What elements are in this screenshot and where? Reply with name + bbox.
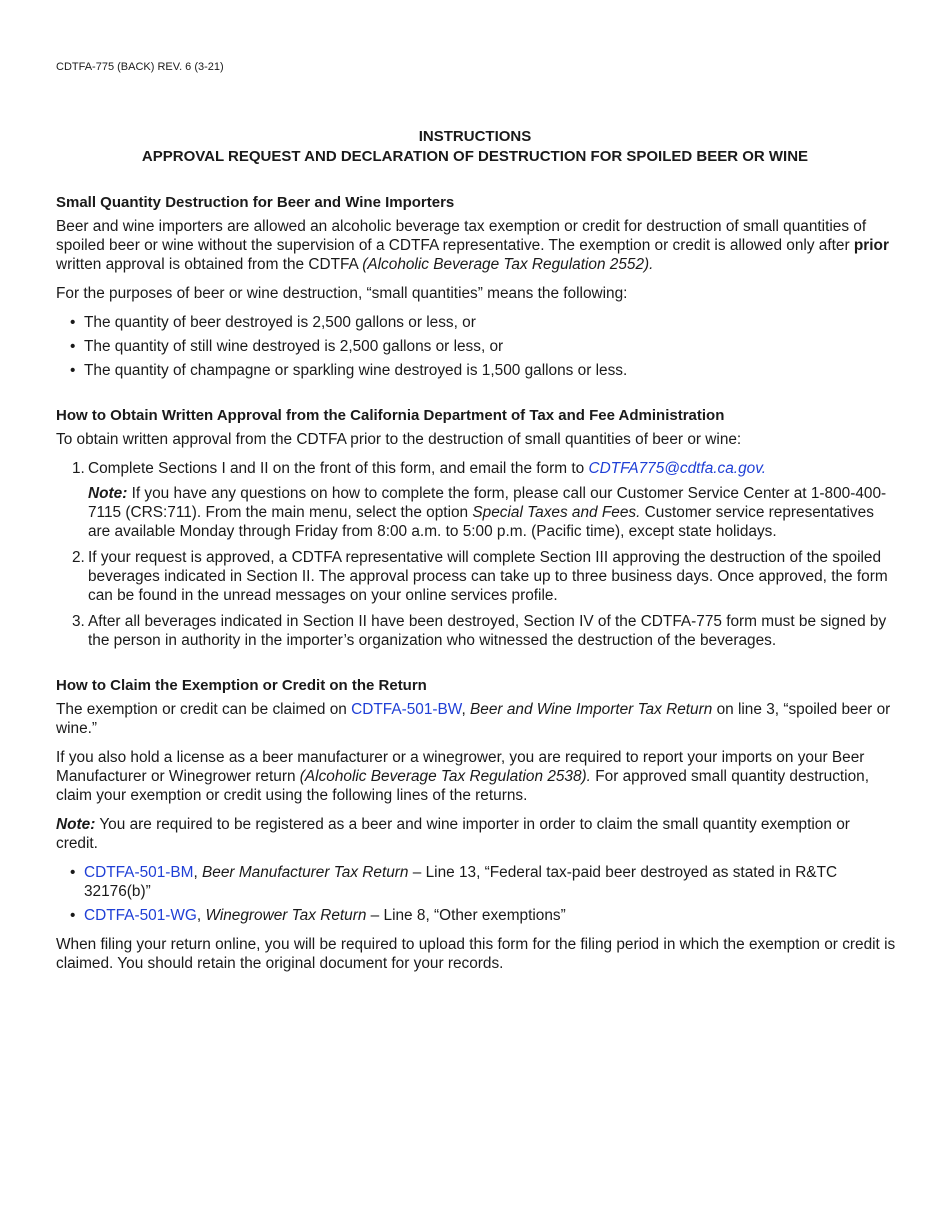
quantity-list (56, 313, 896, 380)
text: If you have any questions on how to complete the form, please call our Customer Service Center at 1-800-400-7115 (CRS:711). From the main menu, select the option (88, 485, 887, 521)
regulation-citation: (Alcoholic Beverage Tax Regulation 2552). (362, 256, 654, 273)
list-item (56, 863, 896, 901)
text: Complete Sections I and II on the front of this form, and email the form to (88, 460, 589, 477)
form-title: Beer Manufacturer Tax Return (202, 864, 409, 881)
section-claim-exemption (56, 676, 896, 973)
section-heading: How to Obtain Written Approval from the California Department of Tax and Fee Administration (56, 407, 725, 424)
paragraph: When filing your return online, you will be required to upload this form for the filing period in which the exemption or credit is claimed. You should retain the original document for your records. (56, 936, 896, 972)
document-body (56, 193, 896, 983)
step-item (56, 548, 896, 605)
text: written approval is obtained from the CDTFA (56, 256, 363, 273)
section-small-quantity (56, 193, 896, 380)
paragraph: For the purposes of beer or wine destruction, “small quantities” means the following: (56, 285, 628, 302)
paragraph (56, 748, 896, 805)
text: If you also hold a license as a beer manufacturer or a winegrower, you are required to report your imports on your Beer Manufacturer or Winegrower return (56, 749, 865, 785)
text: After all beverages indicated in Section II have been destroyed, Section IV of the CDTFA-775 form must be signed by the person in authority in the importer’s organization who witnessed the destruction of the beverages. (88, 613, 887, 649)
paragraph: To obtain written approval from the CDTFA prior to the destruction of small quantities of beer or wine: (56, 431, 742, 448)
form-link-501-bm[interactable]: CDTFA-501-BM (84, 864, 194, 881)
section-heading: How to Claim the Exemption or Credit on the Return (56, 677, 427, 694)
text: If your request is approved, a CDTFA representative will complete Section III approving the destruction of the spoiled beverages indicated in Section II. The approval process can take up to three business days. Once approved, the form can be found in the unread messages on your online services profile. (88, 549, 888, 604)
list-item: • The quantity of still wine destroyed is 2,500 gallons or less, or (56, 337, 896, 356)
form-title: Beer and Wine Importer Tax Return (470, 701, 713, 718)
list-item: • The quantity of champagne or sparkling wine destroyed is 1,500 gallons or less. (56, 361, 896, 380)
step-number: 2. (72, 549, 85, 566)
note-paragraph (56, 815, 896, 853)
text: on line 3, “spoiled beer or wine.” (56, 701, 891, 737)
section-written-approval (56, 406, 896, 650)
section-heading: Small Quantity Destruction for Beer and Wine Importers (56, 194, 455, 211)
menu-option: Special Taxes and Fees. (472, 504, 641, 521)
step-item (56, 459, 896, 541)
page-titles (0, 127, 950, 167)
note-block (88, 484, 896, 541)
list-item (56, 906, 896, 925)
bold-text: prior (853, 237, 889, 254)
page-title: INSTRUCTIONS (418, 128, 532, 145)
list-item: • The quantity of beer destroyed is 2,500 gallons or less, or (56, 313, 896, 332)
returns-list (56, 863, 896, 925)
text: For approved small quantity destruction, claim your exemption or credit using the following lines of the returns. (56, 768, 869, 804)
form-title: Winegrower Tax Return (205, 907, 367, 924)
text: The exemption or credit can be claimed on (56, 701, 352, 718)
text: Beer and wine importers are allowed an alcoholic beverage tax exemption or credit for destruction of small quantities of spoiled beer or wine without the supervision of a CDTFA representative. The exemption or credit is allowed only after (56, 218, 867, 254)
form-link-501-wg[interactable]: CDTFA-501-WG (84, 907, 197, 924)
form-link-501-bw[interactable]: CDTFA-501-BW (351, 701, 462, 718)
page-subtitle: APPROVAL REQUEST AND DECLARATION OF DESTRUCTION FOR SPOILED BEER OR WINE (141, 148, 809, 165)
step-item (56, 612, 896, 650)
form-id: CDTFA-775 (BACK) REV. 6 (3-21) (56, 61, 224, 73)
text: , (461, 701, 471, 718)
note-label: Note: (56, 816, 96, 833)
paragraph (56, 700, 896, 738)
paragraph (56, 217, 896, 274)
text: – Line 13, “Federal tax-paid beer destroyed as stated in R&TC 32176(b)” (84, 864, 838, 900)
step-number: 3. (72, 613, 85, 630)
regulation-citation: (Alcoholic Beverage Tax Regulation 2538). (299, 768, 591, 785)
text: , (196, 907, 206, 924)
text: You are required to be registered as a beer and wine importer in order to claim the small quantity exemption or credit. (56, 816, 850, 852)
steps-list (56, 459, 896, 650)
email-link[interactable]: CDTFA775@cdtfa.ca.gov. (588, 460, 767, 477)
text: , (193, 864, 203, 881)
note-label: Note: (88, 485, 128, 502)
text: – Line 8, “Other exemptions” (366, 907, 566, 924)
step-number: 1. (72, 460, 85, 477)
text: Customer service representatives are available Monday through Friday from 8:00 a.m. to 5:00 p.m. (Pacific time), except state holidays. (88, 504, 874, 540)
